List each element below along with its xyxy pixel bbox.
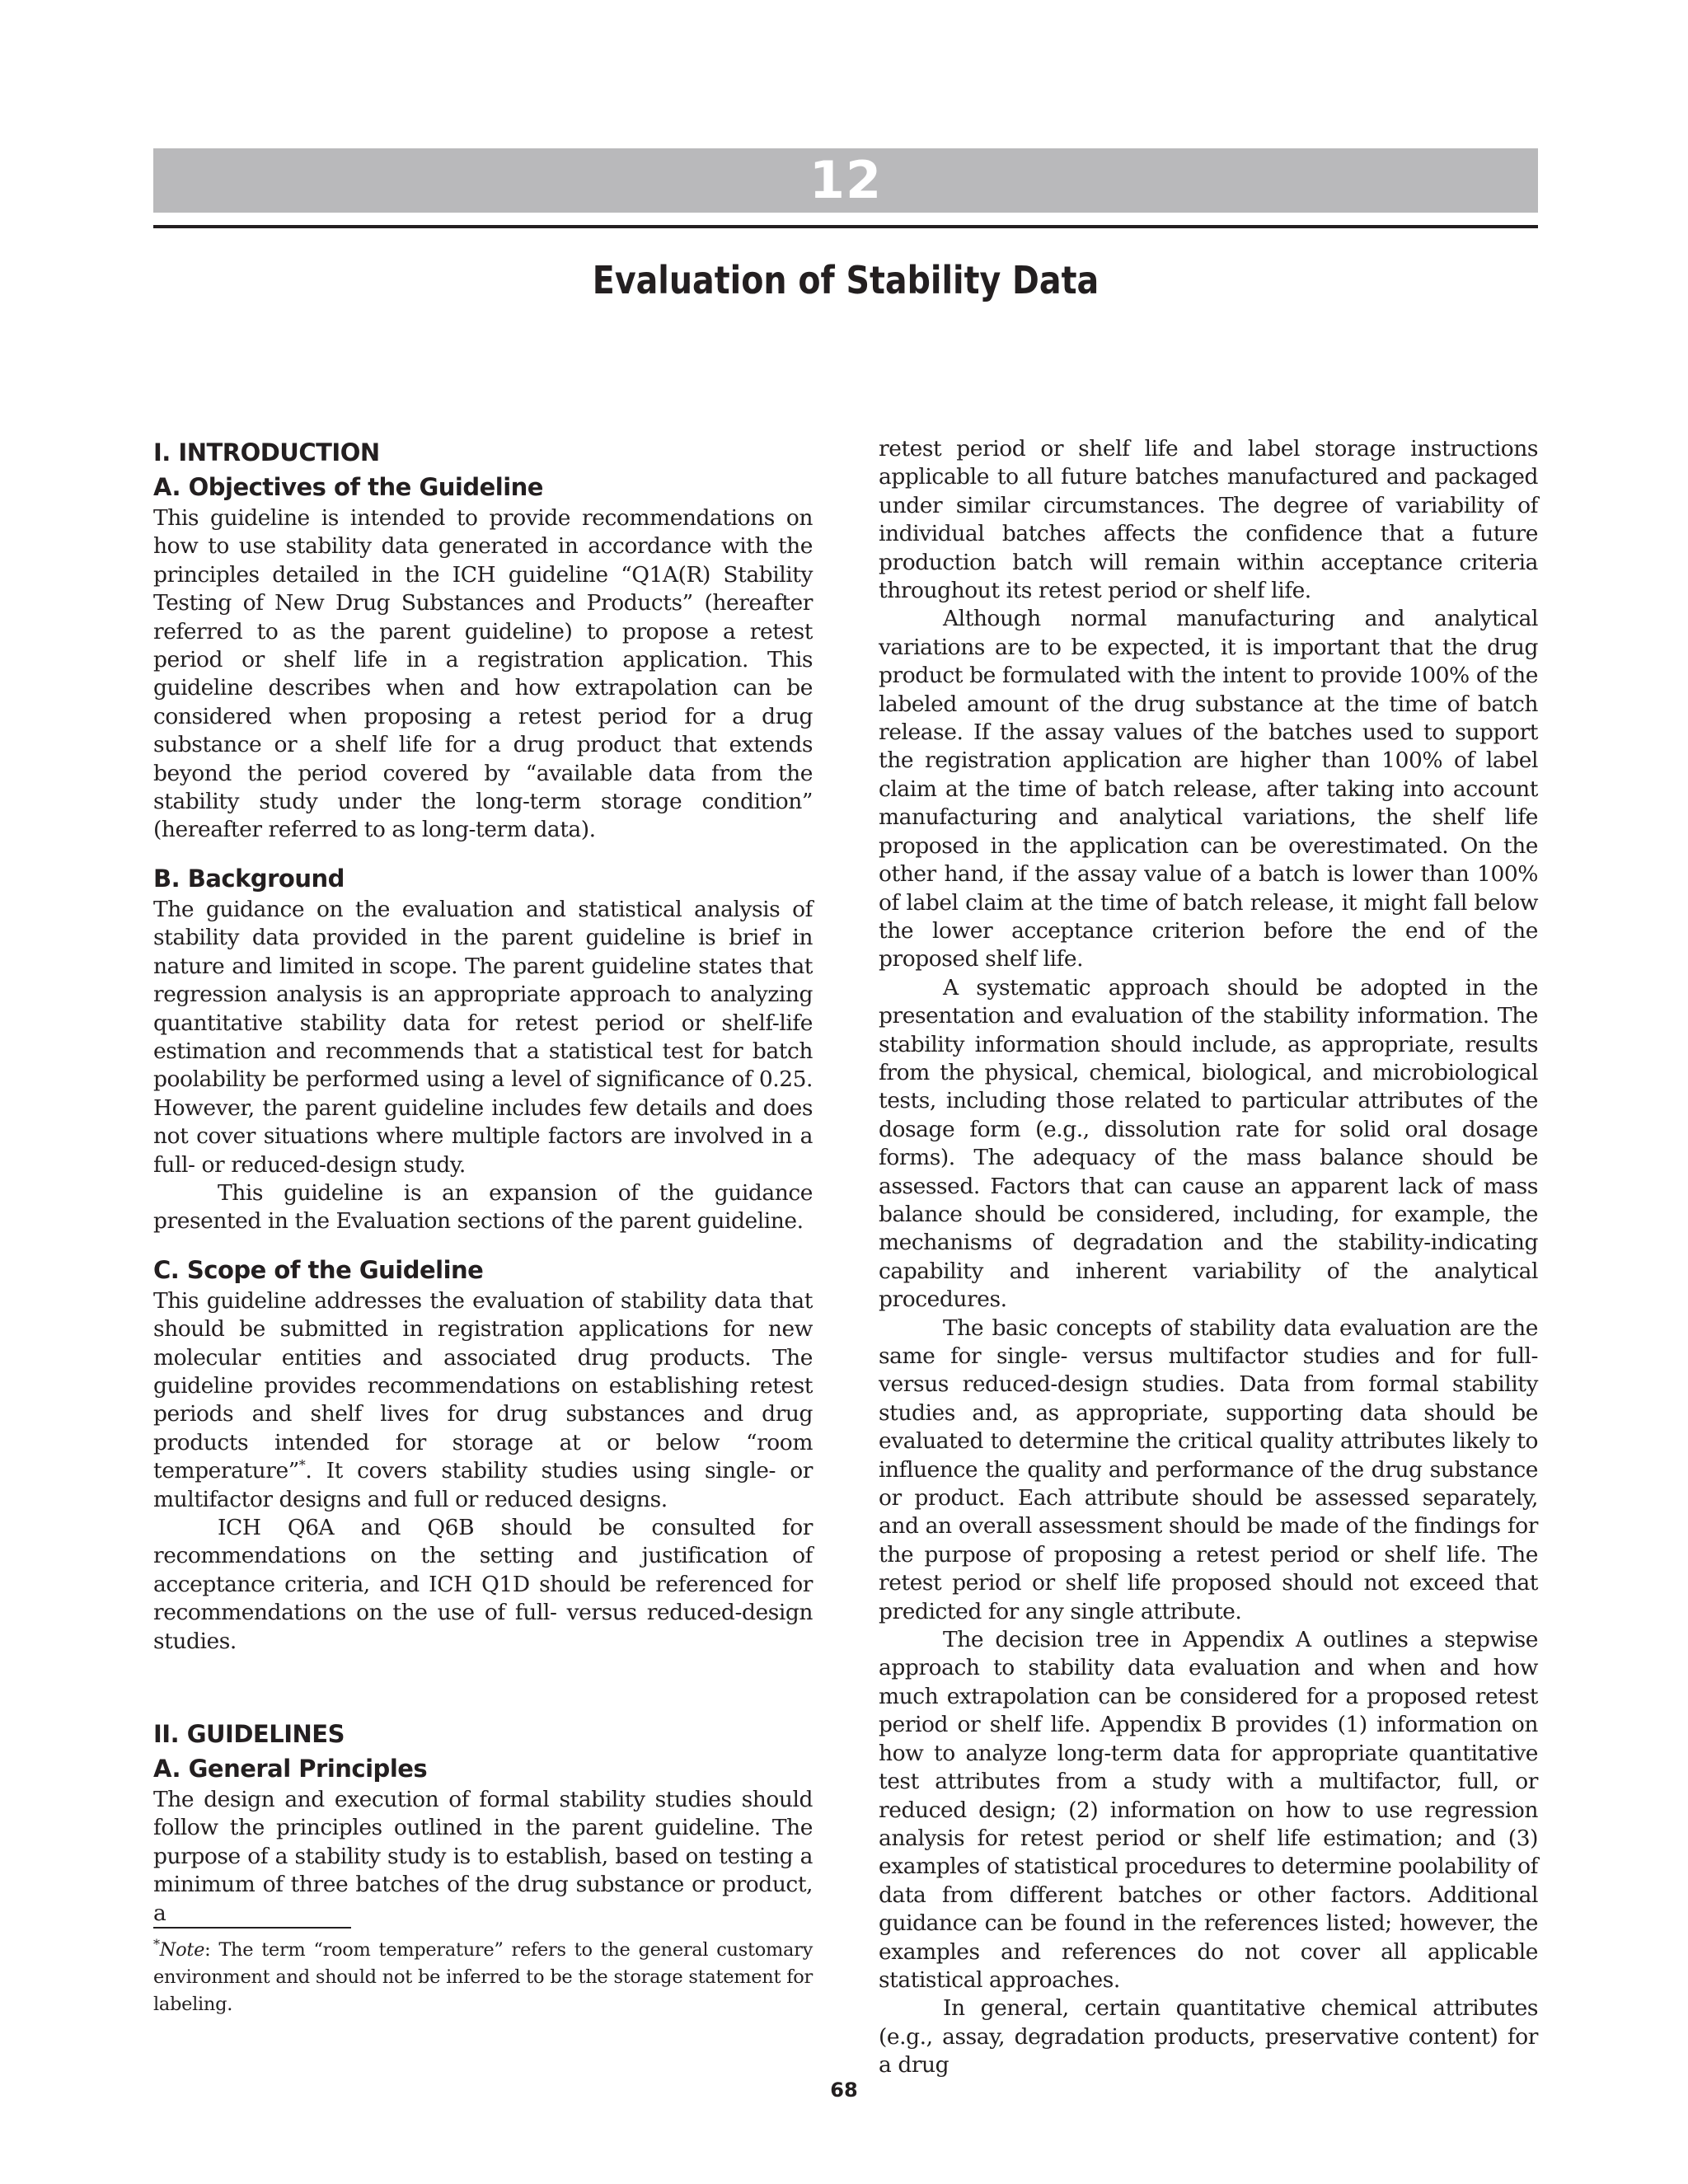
section-heading-introduction: I. INTRODUCTION xyxy=(153,438,380,466)
chapter-number-band xyxy=(153,148,1538,213)
scope-paragraph-1 xyxy=(153,1287,813,1514)
chapter-title: Evaluation of Stability Data xyxy=(592,258,1100,302)
page-number: 68 xyxy=(830,2079,858,2102)
subsection-heading-background: B. Background xyxy=(153,864,345,893)
left-column xyxy=(153,435,813,1928)
objectives-paragraph: This guideline is intended to provide recommendations on how to use stability data generated in accordance with the principles detailed in the ICH guideline “Q1A(R) Stability Testing of New Drug Substances and Products” (hereafter referred to as the parent guideline) to propose a retest period or shelf life in a registration application. This guideline describes when and how extrapolation can be considered when proposing a retest period for a drug substance or a shelf life for a drug product that extends beyond the period covered by “available data from the stability study under the long-term storage condition” (hereafter referred to as long-term data). xyxy=(153,505,813,843)
chapter-divider xyxy=(153,225,1538,228)
footnote-reference[interactable]: * xyxy=(298,1457,306,1474)
background-paragraph-1: The guidance on the evaluation and statistical analysis of stability data provided in the parent guideline is brief in nature and limited in scope. The parent guideline states that regression analysis is an appropriate approach to analyzing quantitative stability data for retest period or shelf-life estimation and recommends that a statistical test for batch poolability be performed using a level of significance of 0.25. However, the parent guideline includes few details and does not cover situations where multiple factors are involved in a full- or reduced-design study. xyxy=(153,896,813,1178)
scope-paragraph-2: ICH Q6A and Q6B should be consulted for recommendations on the setting and justification of acceptance criteria, and ICH Q1D should be referenced for recommendations on the use of full- versus reduced-design studies. xyxy=(153,1515,813,1654)
chapter-number: 12 xyxy=(809,150,883,210)
background-paragraph-2: This guideline is an expansion of the guidance presented in the Evaluation sections of the parent guideline. xyxy=(153,1179,813,1235)
general-principles-paragraph: The design and execution of formal stability studies should follow the principles outlined in the parent guideline. The purpose of a stability study is to establish, based on testing a minimum of three batches of the drug substance or product, a xyxy=(153,1787,813,1926)
subsection-heading-objectives: A. Objectives of the Guideline xyxy=(153,473,543,501)
footnote-divider xyxy=(153,1927,351,1929)
footnote-label: Note xyxy=(159,1939,205,1961)
right-column xyxy=(879,435,1538,2080)
right-paragraph-1: retest period or shelf life and label storage instructions applicable to all future batches manufactured and packaged under similar circumstances. The degree of variability of individual batches affects the confidence that a future production batch will remain within acceptance criteria throughout its retest period or shelf life. xyxy=(879,436,1538,604)
footnote-mark: * xyxy=(153,1936,160,1952)
subsection-heading-general-principles: A. General Principles xyxy=(153,1755,428,1783)
right-paragraph-5: The decision tree in Appendix A outlines a stepwise approach to stability data evaluation and when and how much extrapolation can be considered for a proposed retest period or shelf life. Appendix B provides (1) information on how to analyze long-term data for appropriate quantitative test attributes from a study with a multifactor, full, or reduced design; (2) information on how to use regression analysis for retest period or shelf life estimation; and (3) examples of statistical procedures to determine poolability of data from different batches or other factors. Additional guidance can be found in the references listed; however, the examples and references do not cover all applicable statistical approaches. xyxy=(879,1627,1538,1993)
subsection-heading-scope: C. Scope of the Guideline xyxy=(153,1255,484,1284)
footnote xyxy=(153,1937,813,2018)
right-paragraph-6: In general, certain quantitative chemical attributes (e.g., assay, degradation products, preservative content) for a drug xyxy=(879,1995,1538,2079)
footnote-text: : The term “room temperature” refers to the general customary environment and should not be inferred to be the storage statement for labeling. xyxy=(153,1939,813,2015)
scope-text-before: This guideline addresses the evaluation of stability data that should be submitted in registration applications for new molecular entities and associated drug products. The guideline provides recommendations on establishing retest periods and shelf lives for drug substances and drug products intended for storage at or below “room temperature” xyxy=(153,1287,813,1484)
right-paragraph-3: A systematic approach should be adopted in the presentation and evaluation of the stability information. The stability information should include, as appropriate, results from the physical, chemical, biological, and microbiological tests, including those related to particular attributes of the dosage form (e.g., dissolution rate for solid oral dosage forms). The adequacy of the mass balance should be assessed. Factors that can cause an apparent lack of mass balance should be considered, including, for example, the mechanisms of degradation and the stability-indicating capability and inherent variability of the analytical procedures. xyxy=(879,974,1538,1313)
scope-text-after: . It covers stability studies using single- or multifactor designs and full or reduced designs. xyxy=(153,1458,813,1512)
right-paragraph-4: The basic concepts of stability data evaluation are the same for single- versus multifactor studies and for full- versus reduced-design studies. Data from formal stability studies and, as appropriate, supporting data should be evaluated to determine the critical quality attributes likely to influence the quality and performance of the drug substance or product. Each attribute should be assessed separately, and an overall assessment should be made of the findings for the purpose of proposing a retest period or shelf life. The retest period or shelf life proposed should not exceed that predicted for any single attribute. xyxy=(879,1315,1538,1624)
right-paragraph-2: Although normal manufacturing and analytical variations are to be expected, it is important that the drug product be formulated with the intent to provide 100% of the labeled amount of the drug substance at the time of batch release. If the assay values of the batches used to support the registration application are higher than 100% of label claim at the time of batch release, after taking into account manufacturing and analytical variations, the shelf life proposed in the application can be overestimated. On the other hand, if the assay value of a batch is lower than 100% of label claim at the time of batch release, it might fall below the lower acceptance criterion before the end of the proposed shelf life. xyxy=(879,606,1538,972)
section-heading-guidelines: II. GUIDELINES xyxy=(153,1720,345,1749)
